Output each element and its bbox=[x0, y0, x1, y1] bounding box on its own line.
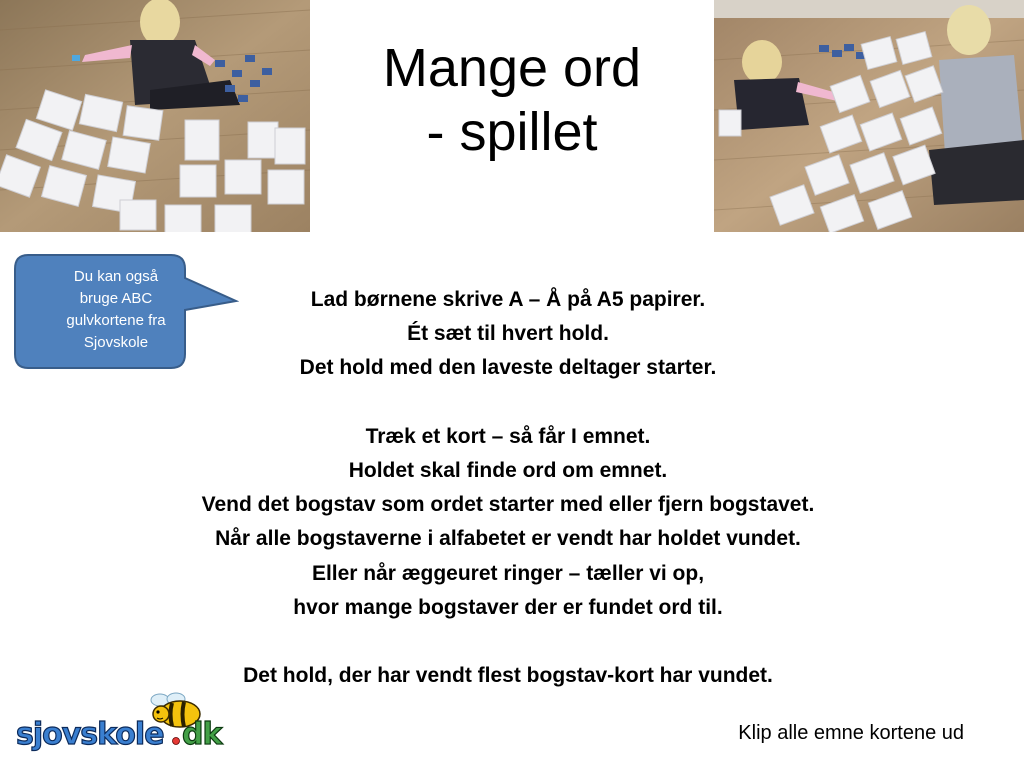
instruction-line: Træk et kort – så får I emnet. bbox=[365, 424, 651, 448]
svg-text:sjovskole: sjovskole bbox=[16, 717, 164, 752]
slide-title bbox=[310, 36, 714, 164]
callout-line: gulvkortene fra bbox=[66, 312, 166, 329]
callout-line: Du kan også bbox=[73, 268, 159, 285]
slide-title-line-1: Mange ord bbox=[382, 38, 642, 98]
callout-line: bruge ABC bbox=[79, 290, 153, 307]
photo-children-playing-left bbox=[0, 0, 310, 232]
instruction-line: hvor mange bogstaver der er fundet ord til. bbox=[293, 595, 723, 619]
instruction-line: Det hold, der har vendt flest bogstav-kort har vundet. bbox=[243, 664, 773, 688]
instruction-line: Lad børnene skrive A – Å på A5 papirer. bbox=[310, 288, 706, 311]
instruction-line: Eller når æggeuret ringer – tæller vi op, bbox=[311, 561, 705, 585]
instruction-line: Ét sæt til hvert hold. bbox=[407, 322, 609, 346]
sjovskole-logo bbox=[14, 692, 234, 756]
svg-text:dk: dk bbox=[182, 717, 222, 752]
instruction-line: Vend det bogstav som ordet starter med eller fjern bogstavet. bbox=[201, 493, 815, 517]
callout-line: Sjovskole bbox=[83, 334, 149, 351]
game-instructions bbox=[100, 283, 916, 693]
instruction-line: Når alle bogstaverne i alfabetet er vendt har holdet vundet. bbox=[215, 527, 801, 551]
instruction-line: Det hold med den laveste deltager starter. bbox=[299, 356, 717, 380]
footer-note: Klip alle emne kortene ud bbox=[738, 722, 964, 744]
blank-line bbox=[100, 625, 916, 659]
slide-title-line-2: - spillet bbox=[426, 102, 598, 162]
photo-children-playing-right bbox=[714, 0, 1024, 232]
instruction-line: Holdet skal finde ord om emnet. bbox=[348, 459, 668, 482]
blank-line bbox=[100, 386, 916, 420]
